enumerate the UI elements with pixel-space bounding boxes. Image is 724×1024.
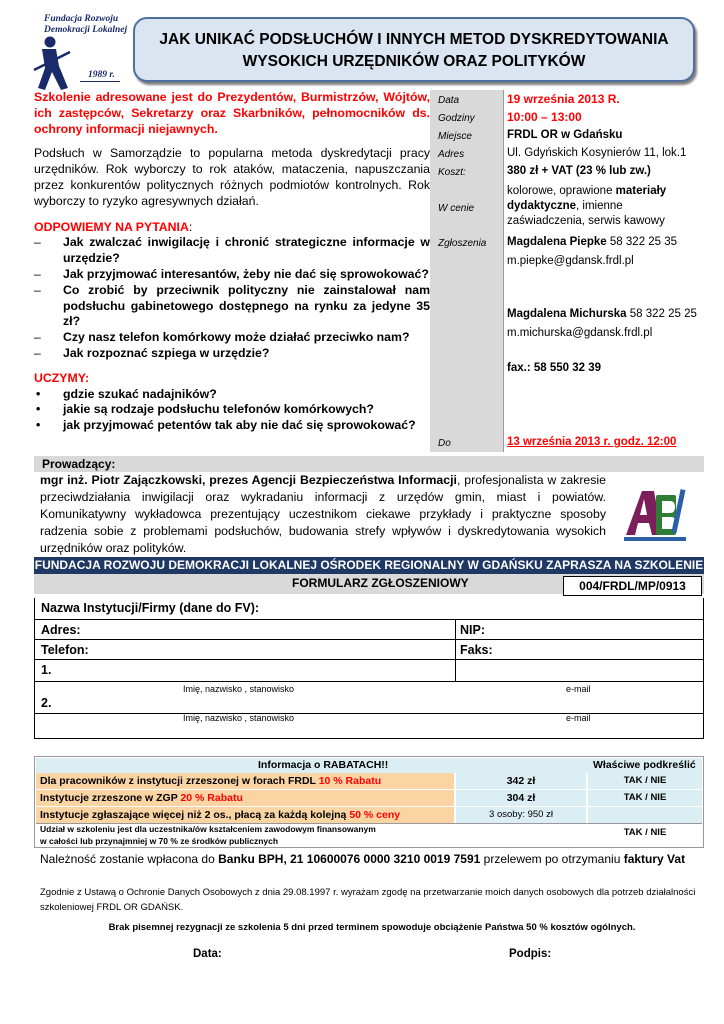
contact2-name: Magdalena Michurska (507, 308, 627, 320)
contact2-email[interactable]: m.michurska@gdansk.frdl.pl (507, 327, 653, 339)
date-value: 19 września 2013 R. (507, 92, 620, 106)
logo-line2: Demokracji Lokalnej (44, 25, 128, 35)
form-banner: FUNDACJA ROZWOJU DEMOKRACJI LOKALNEJ OŚRODEK REGIONALNY W GDAŃSKU ZAPRASZA NA SZKOLENIE (34, 558, 704, 572)
discount-choice[interactable]: TAK / NIE (588, 790, 702, 806)
discount-text: Instytucje zrzeszone w ZGP (40, 792, 181, 804)
institution-label: Nazwa Instytucji/Firmy (dane do FV): (41, 601, 260, 615)
trainer-label: Prowadzący: (34, 456, 704, 472)
question-item: – Czy nasz telefon komórkowy może działać przeciwko nam? (34, 330, 430, 346)
public-funding-choice[interactable]: TAK / NIE (623, 827, 667, 838)
discount-choice[interactable] (588, 807, 702, 823)
question-item: – Jak zwalczać inwigilację i chronić strategiczne informacje w urzędzie? (34, 235, 430, 267)
teach-title: UCZYMY: (34, 370, 90, 385)
description-text: Podsłuch w Samorządzie to popularna metoda dyskredytacji pracy urzędników. Rok wyborczy to rok ataków, mataczenia, napuszczania przez konkurentów politycznych różnych podmiotów kontrolnych. Rok wyborczy to ryzyko agresywnych działań. (34, 146, 430, 208)
cost-label: Koszt: (438, 167, 466, 178)
discount-text: Dla pracowników z instytucji zrzeszonej w forach FRDL (40, 775, 319, 787)
discount-description (36, 790, 454, 806)
discount-highlight: 20 % Rabatu (180, 792, 243, 804)
questions-list (34, 235, 430, 361)
info-label-column (430, 90, 503, 452)
address-field[interactable] (34, 620, 704, 640)
participant2-email-hint: e-mail (566, 713, 591, 723)
discount-price: 304 zł (456, 790, 586, 806)
participant2-field[interactable] (34, 694, 704, 714)
logo-underline (80, 81, 120, 82)
public-funding-line1: Udział w szkoleniu jest dla uczestnika/ów kształceniem zawodowym finansowanym (40, 824, 376, 834)
participant2-name-hint: Imię, nazwisko , stanowisko (183, 713, 295, 723)
payment-info (40, 852, 704, 866)
address-label: Adres (438, 149, 465, 160)
public-funding-row (36, 823, 702, 847)
participant1-name-hint: Imię, nazwisko , stanowisko (183, 684, 295, 694)
registration-contact1 (507, 235, 677, 250)
date-signature-label: Data: (193, 948, 222, 960)
phone-field[interactable] (34, 640, 704, 660)
logo-text (44, 14, 127, 36)
discount-header: Informacja o RABATACH!! (258, 759, 389, 771)
registration-label: Zgłoszenia (438, 238, 487, 249)
contact1-phone: 58 322 25 35 (606, 236, 678, 248)
registration-contact2 (507, 307, 697, 322)
hours-label: Godziny (438, 113, 475, 124)
form-spacer-row (34, 724, 704, 739)
contact1-email[interactable]: m.piepke@gdansk.frdl.pl (507, 255, 634, 267)
gdpr-consent: Zgodnie z Ustawą o Ochronie Danych Osobowych z dnia 29.08.1997 r. wyrażam zgodę na przetwarzanie moich danych osobowych dla potrzeb działalności szkoleniowej FRDL OR GDAŃSK. (40, 887, 696, 913)
teach-item: • jakie są rodzaje podsłuchu telefonów komórkowych? (34, 402, 430, 418)
discount-description (36, 773, 454, 789)
price-value (507, 184, 702, 229)
participant1-number: 1. (41, 663, 52, 677)
cancellation-policy: Brak pisemnej rezygnacji ze szkolenia 5 dni przed terminem spowoduje obciążenie Państwa 50 % kosztów ogólnych. (108, 922, 636, 933)
logo-line1: Fundacja Rozwoju (44, 14, 119, 24)
public-funding-line2: w całości lub przynajmniej w 70 % ze środków publicznych (40, 836, 279, 846)
title-box (133, 17, 695, 82)
address-value: Ul. Gdyńskich Kosynierów 11, lok.1 (507, 147, 687, 159)
audience-text: Szkolenie adresowane jest do Prezydentów, Burmistrzów, Wójtów, ich zastępców, Sekretarzy oraz Skarbników, pełnomocników ds. ochrony informacji niejawnych. (34, 90, 430, 136)
question-item: – Co zrobić by przeciwnik polityczny nie zainstalował nam podsłuchu gabinetowego dostępnego na rynku za jedyne 35 zł? (34, 283, 430, 330)
bank-account: Banku BPH, 21 10600076 0000 3210 0019 7591 (218, 852, 481, 866)
participant1-field[interactable] (34, 660, 704, 682)
course-description (34, 90, 430, 434)
discount-row (36, 807, 702, 823)
place-label: Miejsce (438, 131, 472, 142)
payment-text1: Należność zostanie wpłacona do (40, 852, 219, 866)
discount-row-divider (36, 823, 702, 824)
trainer-text (40, 472, 606, 557)
fax-label: Faks: (460, 643, 493, 657)
discount-header-row (36, 758, 702, 773)
address-field-label: Adres: (41, 623, 81, 637)
discount-text: Instytucje zgłaszające więcej niż 2 os., płacą za każdą kolejną (40, 809, 350, 821)
price-value-bold: materiały dydaktyczne (507, 185, 667, 212)
questions-title: ODPOWIEMY NA PYTANIA: (34, 219, 193, 234)
logo-year: 1989 r. (88, 70, 115, 80)
phone-label: Telefon: (41, 643, 89, 657)
place-value: FRDL OR w Gdańsku (507, 129, 623, 141)
trainer-bio: , profesjonalista w zakresie przeciwdziałania inwigilacji oraz wykradaniu informacji z urzędów gmin, miast i powiatów. Komunikatywny wykładowca prezentujący uczestnikom ciekawe przykłady i praktyczne sposoby radzenia sobie z problemami podsłuchów, budowania strefy wpływów i dyskredytowania wysokich urzędników oraz polityków. (40, 473, 606, 555)
signature-label: Podpis: (509, 948, 552, 960)
public-funding-text (40, 823, 454, 847)
form-right-border (703, 598, 704, 739)
title-line1: JAK UNIKAĆ PODSŁUCHÓW I INNYCH METOD DYSKREDYTOWANIA (159, 31, 669, 48)
cost-value: 380 zł + VAT (23 % lub zw.) (507, 165, 651, 177)
question-item: – Jak rozpoznać szpiega w urzędzie? (34, 346, 430, 362)
discount-description (36, 807, 454, 823)
deadline-label: Do (438, 438, 451, 449)
discount-highlight: 10 % Rabatu (318, 775, 382, 787)
ab-logo-icon (622, 485, 690, 545)
participant1-email-hint: e-mail (566, 684, 591, 694)
title-line2: WYSOKICH URZĘDNIKÓW ORAZ POLITYKÓW (242, 53, 586, 70)
nip-label: NIP: (460, 623, 485, 637)
discount-row (36, 773, 702, 789)
form-code: 004/FRDL/MP/0913 (563, 576, 702, 596)
price-label: W cenie (438, 203, 475, 214)
price-value-part2: , imienne zaświadczenia, serwis kawowy (507, 200, 665, 227)
discount-row (36, 790, 702, 806)
discount-price: 3 osoby: 950 zł (456, 807, 586, 823)
contact2-phone: 58 322 25 25 (626, 308, 697, 320)
payment-text3: faktury Vat (623, 852, 686, 866)
trainer-name: mgr inż. Piotr Zajączkowski, prezes Agencji Bezpieczeństwa Informacji (40, 473, 457, 487)
institution-field[interactable] (34, 598, 704, 620)
form-title: FORMULARZ ZGŁOSZENIOWY (34, 574, 704, 594)
date-label: Data (438, 95, 460, 106)
fax-value: fax.: 58 550 32 39 (507, 362, 601, 374)
hours-value: 10:00 – 13:00 (507, 110, 582, 124)
form-left-border (34, 598, 35, 739)
info-divider (503, 90, 504, 452)
teach-item: • gdzie szukać nadajników? (34, 387, 430, 403)
discount-underline-hint: Właściwe podkreślić (593, 759, 696, 771)
discount-price: 342 zł (456, 773, 586, 789)
discount-choice[interactable]: TAK / NIE (588, 773, 702, 789)
price-value-part1: kolorowe, oprawione (507, 185, 616, 197)
teach-list (34, 387, 430, 434)
discount-highlight: 50 % ceny (349, 809, 401, 821)
logo-figure-icon (32, 36, 72, 92)
question-item: – Jak przyjmować interesantów, żeby nie dać się sprowokować? (34, 267, 430, 283)
foundation-logo (32, 10, 132, 90)
deadline-value: 13 września 2013 r. godz. 12:00 (507, 436, 677, 448)
payment-text2: przelewem po otrzymaniu (480, 852, 624, 866)
form-column-divider (455, 620, 456, 682)
participant2-number: 2. (41, 696, 52, 710)
contact1-name: Magdalena Piepke (507, 236, 607, 248)
questions-title-text: ODPOWIEMY NA PYTANIA (34, 219, 189, 234)
teach-item: • jak przyjmować petentów tak aby nie dać się sprowokować? (34, 418, 430, 434)
